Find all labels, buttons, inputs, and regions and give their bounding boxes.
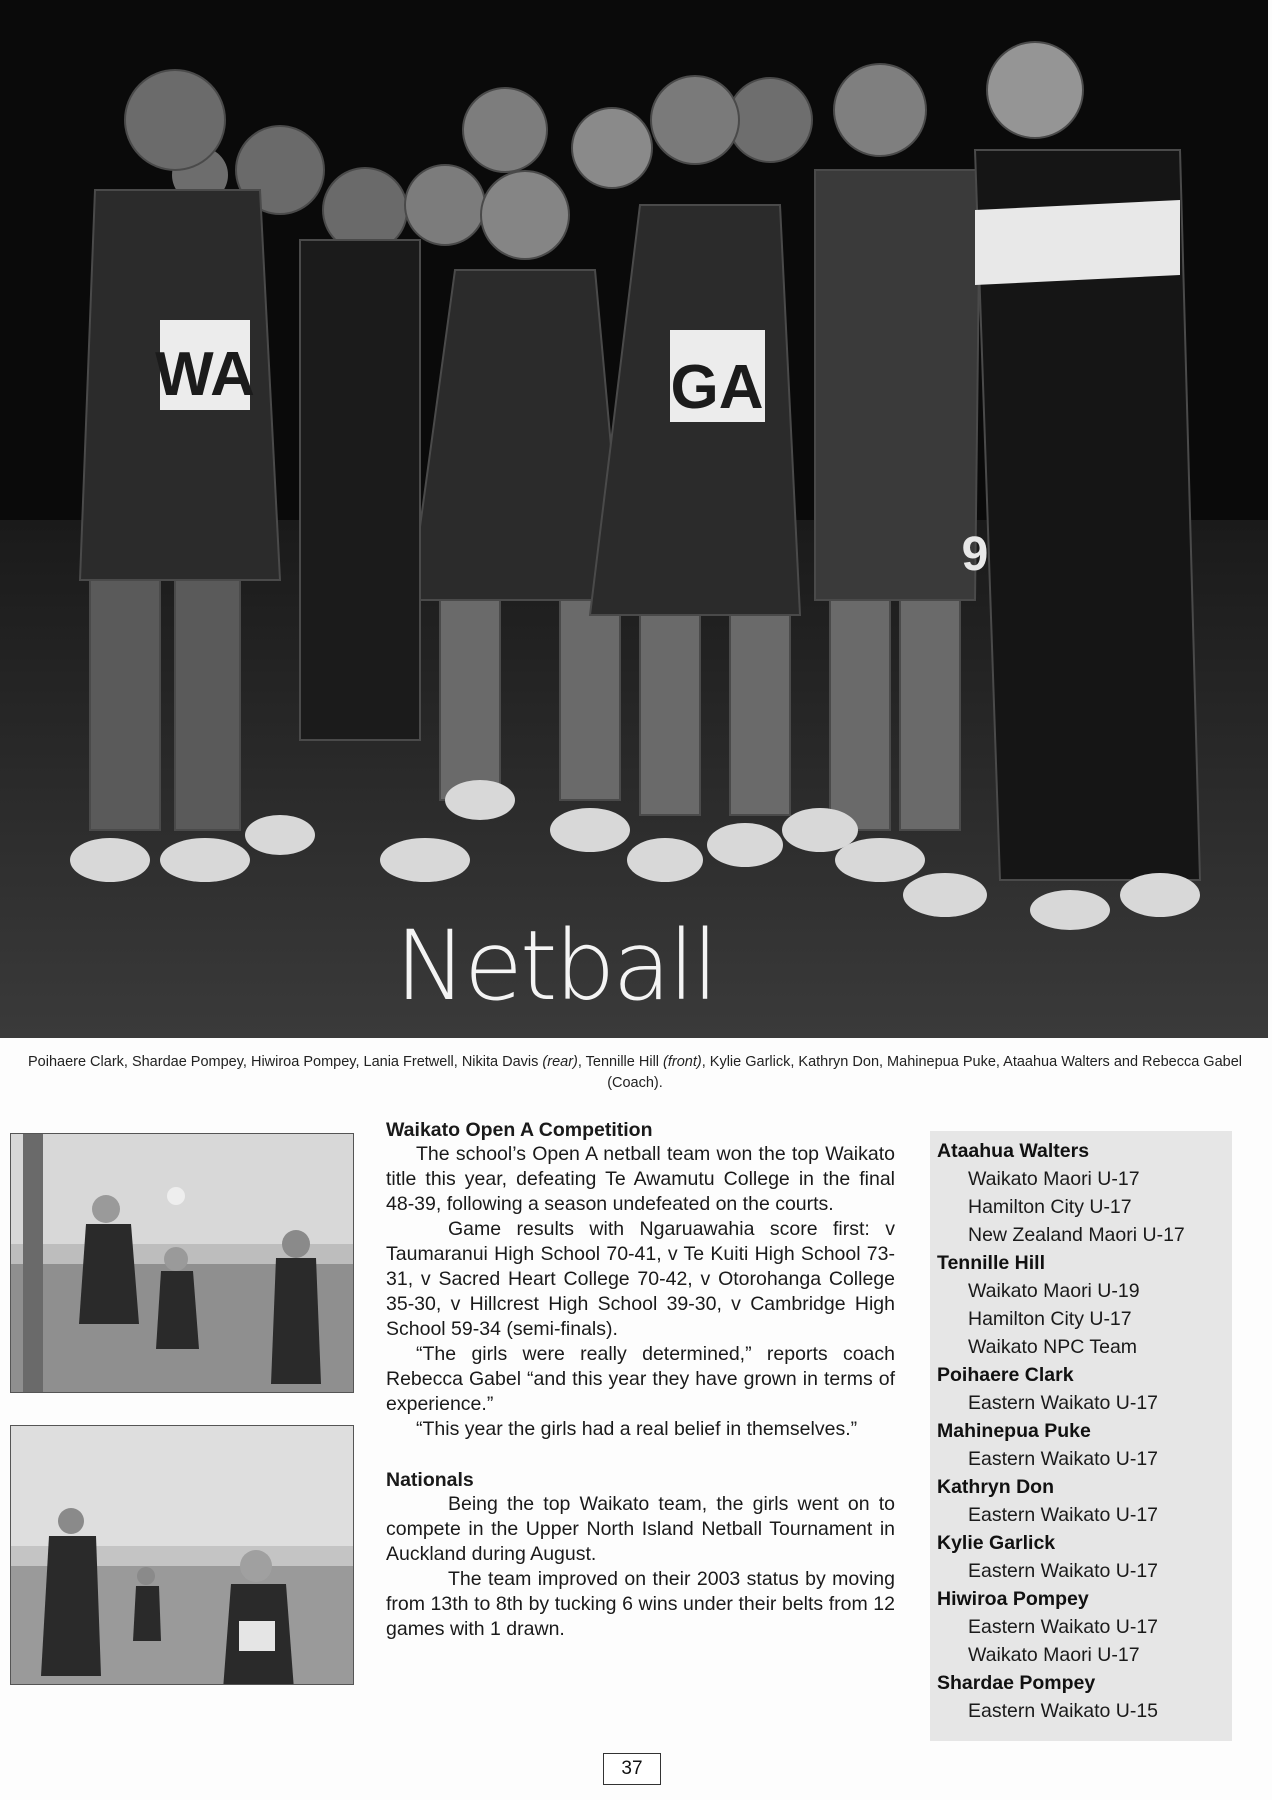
player-name: Shardae Pompey xyxy=(937,1672,1096,1694)
player-name: Tennille Hill xyxy=(937,1252,1045,1274)
bib-ga: GA xyxy=(670,353,764,422)
caption-text-1: Poihaere Clark, Shardae Pompey, Hiwiroa Pompey, Lania Fretwell, Nikita Davis xyxy=(27,1054,543,1070)
player-name: Kathryn Don xyxy=(937,1476,1054,1498)
player-team: Waikato Maori U-17 xyxy=(968,1644,1140,1666)
player-team: New Zealand Maori U-17 xyxy=(968,1224,1185,1246)
caption-text-2: , Tennille Hill xyxy=(577,1054,664,1070)
caption-text-3: , Kylie Garlick, Kathryn Don, Mahinepua Puke, Ataahua Walters and Rebecca Gabel (Coach). xyxy=(607,1054,1242,1091)
player-name: Mahinepua Puke xyxy=(937,1420,1091,1442)
player-team: Waikato NPC Team xyxy=(968,1336,1138,1358)
sidebar-player xyxy=(937,1585,1232,1669)
action-photo-bottom xyxy=(10,1425,354,1685)
player-team: Waikato Maori U-19 xyxy=(968,1280,1140,1302)
player-name: Kylie Garlick xyxy=(937,1532,1056,1554)
shorts-number: 9 xyxy=(961,528,989,581)
paragraph-2: Game results with Ngaruawahia score first: v Taumaranui High School 70-41, v Te Kuiti High School 73-31, v Sacred Heart College 70-42, v Otorohanga College 35-30, v Hillcrest High School 39-30, v Cambridge High School 59-34 (semi-finals). xyxy=(386,1218,895,1340)
photo-caption xyxy=(10,1052,1260,1094)
sidebar-player xyxy=(937,1417,1232,1473)
player-team: Eastern Waikato U-17 xyxy=(968,1392,1159,1414)
player-team: Waikato Maori U-17 xyxy=(968,1168,1140,1190)
player-team: Hamilton City U-17 xyxy=(968,1196,1132,1218)
player-name: Poihaere Clark xyxy=(937,1364,1074,1386)
player-team: Eastern Waikato U-17 xyxy=(968,1448,1159,1470)
paragraph-5: Being the top Waikato team, the girls went on to compete in the Upper North Island Netball Tournament in Auckland during August. xyxy=(386,1493,895,1565)
player-team: Hamilton City U-17 xyxy=(968,1308,1132,1330)
action-photo-top xyxy=(10,1133,354,1393)
player-team: Eastern Waikato U-17 xyxy=(968,1560,1159,1582)
sidebar-player xyxy=(937,1361,1232,1417)
player-name: Ataahua Walters xyxy=(937,1140,1090,1162)
paragraph-3: “The girls were really determined,” reports coach Rebecca Gabel “and this year they have grown in terms of experience.” xyxy=(386,1343,895,1415)
sidebar-player xyxy=(937,1529,1232,1585)
bib-wa: WA xyxy=(155,340,255,409)
heading-open-a: Waikato Open A Competition xyxy=(386,1119,653,1141)
honours-sidebar xyxy=(930,1131,1232,1741)
sidebar-player xyxy=(937,1249,1232,1361)
player-name: Hiwiroa Pompey xyxy=(937,1588,1089,1610)
paragraph-1: The school’s Open A netball team won the top Waikato title this year, defeating Te Awamutu College in the final 48-39, following a season undefeated on the courts. xyxy=(386,1143,895,1215)
page-title: Netball xyxy=(395,910,716,1022)
player-team: Eastern Waikato U-15 xyxy=(968,1700,1159,1722)
article xyxy=(386,1118,895,1642)
sidebar-player xyxy=(937,1137,1232,1249)
heading-nationals: Nationals xyxy=(386,1469,474,1491)
sidebar-player xyxy=(937,1473,1232,1529)
page-number: 37 xyxy=(603,1753,661,1785)
caption-front: (front) xyxy=(663,1054,702,1070)
player-team: Eastern Waikato U-17 xyxy=(968,1504,1159,1526)
sidebar-player xyxy=(937,1669,1232,1725)
paragraph-4: “This year the girls had a real belief in themselves.” xyxy=(416,1418,858,1440)
paragraph-6: The team improved on their 2003 status by moving from 13th to 8th by tucking 6 wins under their belts from 12 games with 1 drawn. xyxy=(386,1568,895,1640)
caption-rear: (rear) xyxy=(542,1054,578,1070)
player-team: Eastern Waikato U-17 xyxy=(968,1616,1159,1638)
